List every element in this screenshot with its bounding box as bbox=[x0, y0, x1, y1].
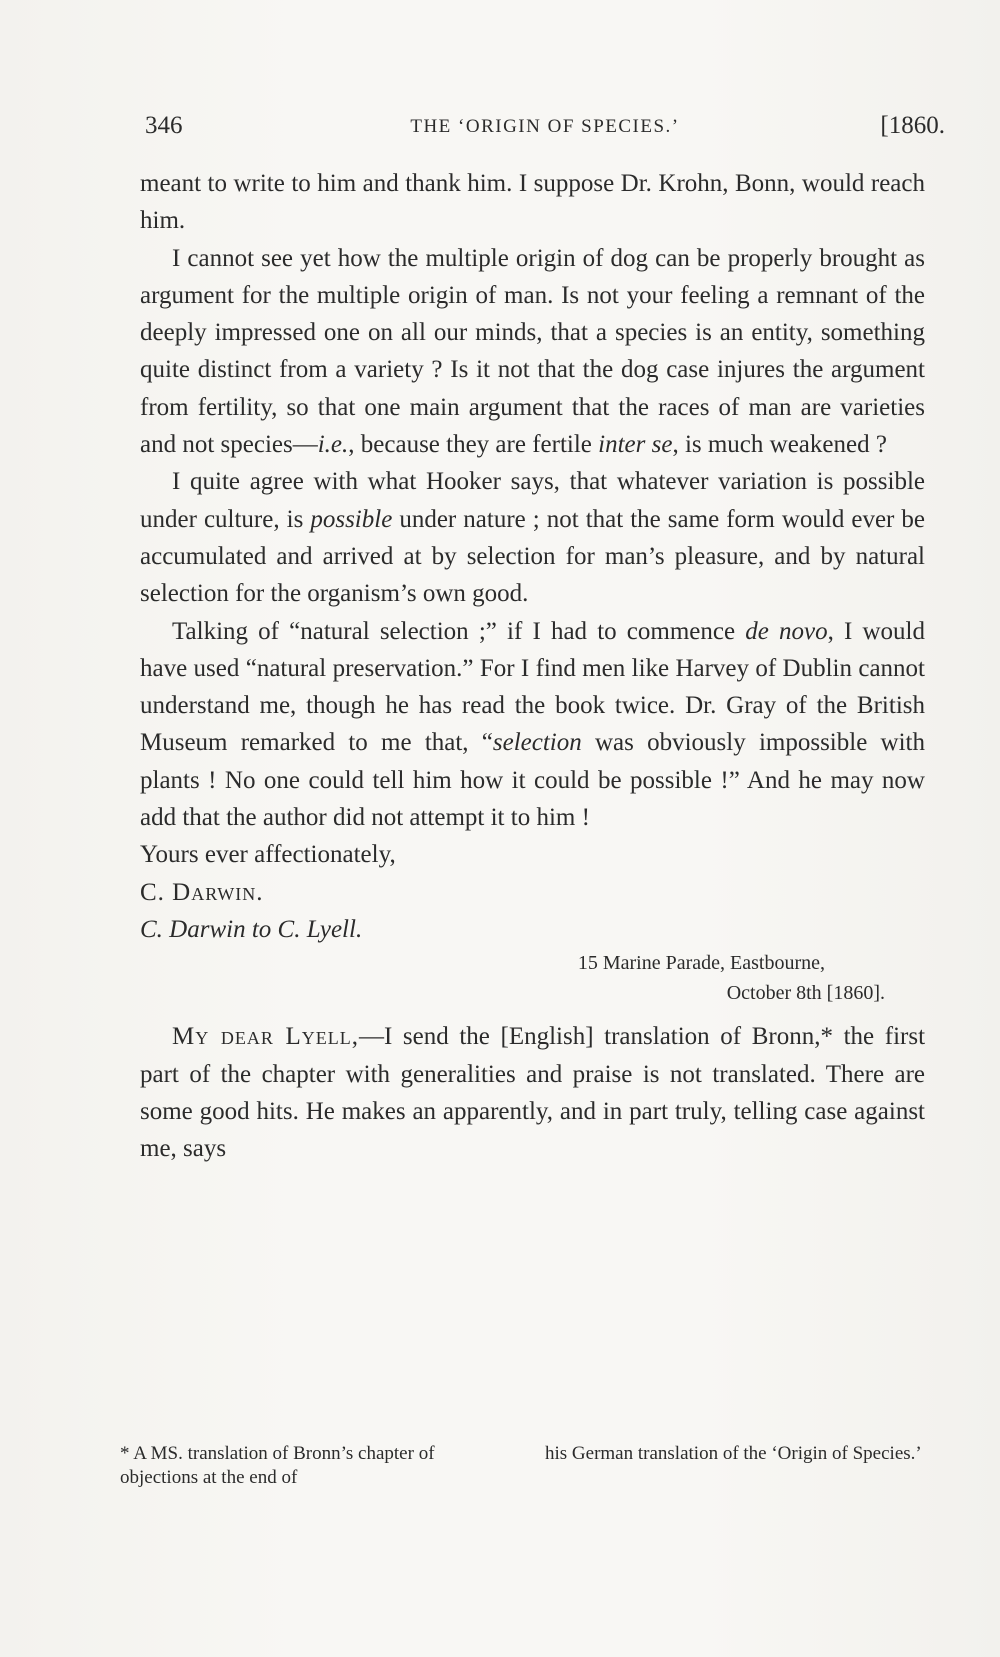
paragraph-text: I quite agree with what Hooker says, that whatever variation is possible under culture, is bbox=[140, 468, 925, 533]
italic-text: possible bbox=[310, 505, 393, 533]
address-line: 15 Marine Parade, Eastbourne, bbox=[577, 952, 825, 975]
italic-text: i.e. bbox=[317, 431, 349, 459]
paragraph-natural-selection bbox=[140, 613, 925, 837]
closing-line: Yours ever affectionately, bbox=[140, 841, 396, 869]
salutation: My dear Lyell, bbox=[172, 1023, 359, 1051]
footnote-column-2: his German translation of the ‘Origin of Species.’ bbox=[545, 1443, 922, 1464]
letter-opening bbox=[140, 1018, 925, 1167]
italic-text: inter se bbox=[598, 431, 673, 459]
paragraph-text: I cannot see yet how the multiple origin of dog can be properly brought as argument for the multiple origin of man. Is not your feeling a remnant of the deeply impressed one on all our minds, that a species is an entity, something quite distinct from a variety ? Is it not that the dog case injures the argument from fertility, so that one main argument that the races of man are varieties and not species— bbox=[140, 244, 925, 459]
paragraph-text: under nature ; not that the same form would ever be accumulated and arrived at by selection for man’s pleasure, and by natural selection for the organism’s own good. bbox=[140, 505, 925, 608]
paragraph-continuation: meant to write to him and thank him. I suppose Dr. Krohn, Bonn, would reach him. bbox=[140, 170, 925, 235]
paragraph-text: was obviously impossible with plants ! No one could tell him how it could be possible !” And he may now add that the author did not attempt it to him ! bbox=[140, 729, 925, 832]
header-year: [1860. bbox=[880, 112, 945, 139]
letter-text: —I send the [English] translation of Bronn,* the first part of the chapter with generalities and praise is not translated. There are some good hits. He makes an apparently, and in part truly, telling case against me, says bbox=[140, 1023, 926, 1163]
running-title: THE ‘ORIGIN OF SPECIES.’ bbox=[410, 116, 680, 137]
page-header bbox=[145, 112, 945, 148]
footnote-column-1: * A MS. translation of Bronn’s chapter of objections at the end of bbox=[120, 1443, 435, 1488]
paragraph-text: , I would have used “natural preservation.” For I find men like Harvey of Dublin cannot understand me, though he has read the book twice. Dr. Gray of the British Museum remarked to me that, “ bbox=[140, 617, 926, 757]
footnote bbox=[120, 1442, 940, 1490]
body-text bbox=[140, 165, 925, 1167]
paragraph-dog-origin bbox=[140, 240, 925, 464]
italic-text: de novo bbox=[745, 617, 828, 645]
italic-text: selection bbox=[492, 729, 582, 757]
page-number: 346 bbox=[145, 112, 183, 139]
paragraph-hooker bbox=[140, 463, 925, 612]
letter-address bbox=[140, 948, 885, 1008]
letter-heading: C. Darwin to C. Lyell. bbox=[140, 915, 363, 943]
paragraph-text: , because they are fertile bbox=[348, 431, 599, 459]
paragraph-text: Talking of “natural selection ;” if I had to commence bbox=[172, 617, 746, 645]
signature-name: C. Darwin. bbox=[140, 878, 264, 906]
paragraph-text: , is much weakened ? bbox=[672, 431, 887, 459]
address-date: October 8th [1860]. bbox=[726, 982, 885, 1005]
